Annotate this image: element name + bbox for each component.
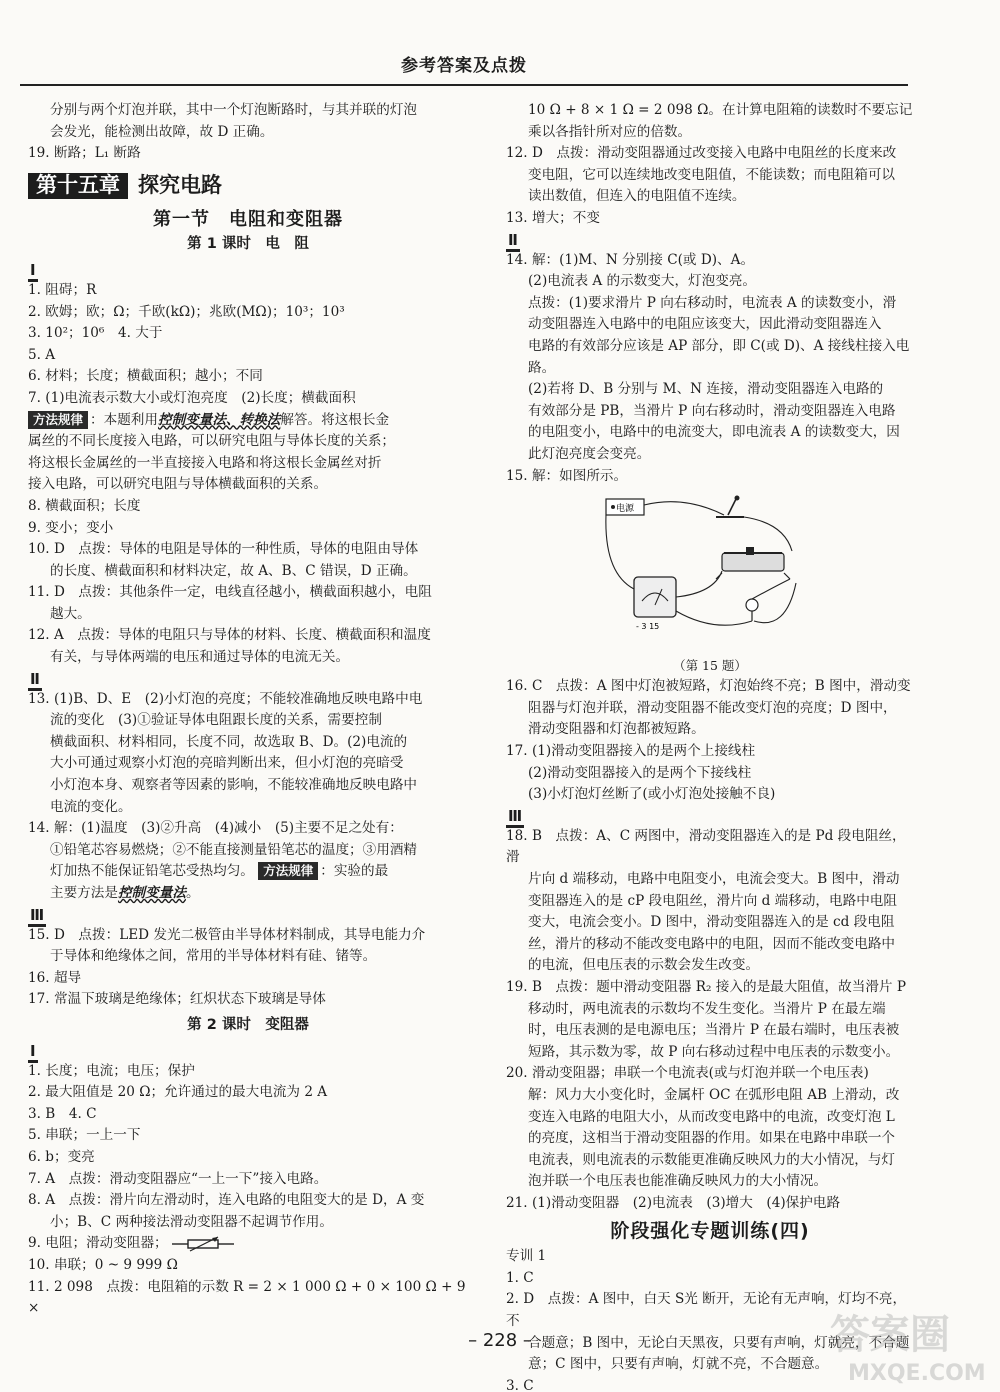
method-note: 方法规律 ：本题利用控制变量法、转换法解答。将这根长金	[28, 410, 468, 432]
answer-line: (2)电流表 A 的示数变大，灯泡变亮。	[528, 273, 757, 290]
answer-12: 12. A 点拨：导体的电阻只与导体的材料、长度、横截面积和温度	[28, 627, 431, 644]
answer-line: (2)若将 D、B 分别与 M、N 连接，滑动变阻器连入电路的	[528, 381, 884, 398]
answer-1: 1. 阻碍；R	[28, 281, 97, 298]
level-marker: Ⅰ	[28, 260, 468, 280]
answer-11: 11. D 点拨：其他条件一定，电线直径越小，横截面积越小，电阻	[28, 584, 432, 601]
answer-line: 乘以各指针所对应的倍数。	[528, 123, 692, 140]
lesson-title: 第 1 课时 电 阻	[187, 236, 309, 253]
answer-15: 15. 解：如图所示。	[506, 467, 628, 484]
answer-line: 点拨：(1)要求滑片 P 向右移动时，电流表 A 的读数变小，滑	[528, 294, 897, 311]
training-label: 专训 1	[506, 1248, 547, 1265]
answer-line: 小灯泡本身、观察者等因素的影响，不能较准确地反映电路中	[50, 777, 418, 794]
header-rule	[20, 84, 908, 86]
answer-7: 7. (1)电流表示数大小或灯泡亮度 (2)长度；横截面积	[28, 389, 356, 406]
level-marker: Ⅲ	[28, 905, 468, 925]
answer-1: 1. 长度；电流；电压；保护	[28, 1062, 195, 1079]
chapter-title: 探究电路	[138, 172, 222, 197]
special-training-title: 阶段强化专题训练(四)	[610, 1219, 810, 1242]
answer-line: 的长度、横截面积和材料决定，故 A、B、C 错误，D 正确。	[50, 562, 417, 579]
answer-line: 时，电压表测的是电源电压；当滑片 P 在最右端时，电压表被	[528, 1022, 900, 1039]
answer-8: 8. 横截面积；长度	[28, 497, 141, 514]
answer-line: 电流表，则电流表的示数能更准确反映风力的大小情况，与灯	[528, 1151, 896, 1168]
answer-2: 2. 欧姆；欧；Ω；千欧(kΩ)；兆欧(MΩ)；10³；10³	[28, 303, 345, 320]
answer-line: 灯加热不能保证铅笔芯受热均匀。 方法规律 ：实验的最	[50, 863, 389, 880]
answer-line: 电流的变化。	[50, 798, 132, 815]
answer-line: 主要方法是控制变量法。	[50, 885, 200, 901]
answer-20: 20. 滑动变阻器；串联一个电流表(或与灯泡并联一个电压表)	[506, 1065, 869, 1082]
answer-5: 5. 串联；一上一下	[28, 1127, 141, 1144]
level-marker: Ⅲ	[506, 806, 914, 826]
answer-line: (3)小灯泡灯丝断了(或小灯泡处接触不良)	[528, 786, 776, 803]
answer-line: 大小可通过观察小灯泡的亮暗判断出来，但小灯泡的亮暗受	[50, 755, 404, 772]
meter-icon	[634, 577, 676, 617]
emphasis: 控制变量法、转换法	[157, 411, 281, 428]
answer-19: 19. B 点拨：题中滑动变阻器 R₂ 接入的是最大阻值，故当滑片 P	[506, 979, 906, 995]
answer-8: 8. A 点拨：滑片向左滑动时，连入电路的电阻变大的是 D，A 变	[28, 1192, 425, 1209]
answer-6: 6. b；变亮	[28, 1148, 95, 1165]
answer-17: 17. 常温下玻璃是绝缘体；红炽状态下玻璃是导体	[28, 991, 326, 1008]
answer-7: 7. A 点拨：滑动变阻器应“一上一下”接入电路。	[28, 1170, 328, 1187]
answer-line: 将这根长金属丝的一半直接接入电路和将这根长金属丝对折	[28, 454, 382, 471]
meter-scale: - 3 15	[636, 622, 660, 632]
left-column	[28, 100, 468, 1320]
answer-19: 19. 断路；L₁ 断路	[28, 145, 141, 162]
rheostat-body	[722, 553, 784, 571]
answer-13: 13. (1)B、D、E (2)小灯泡的亮度；不能较准确地反映电路中电	[28, 690, 423, 707]
watermark-logo-icon	[826, 1296, 986, 1388]
answer-line: 短路，其示数为零，故 P 向右移动过程中电压表的示数变小。	[528, 1043, 900, 1060]
answer-line: 片向 d 端移动，电路中电阻变小，电流会变大。B 图中，滑动	[528, 871, 900, 888]
answer-1: 1. C	[506, 1269, 534, 1286]
answer-line: 泡并联一个电压表也能准确反映风力的大小情况。	[528, 1173, 828, 1190]
lamp-icon	[746, 599, 758, 611]
answer-line: 的电阻变小，电路中的电流变大，即电流表 A 的读数变大，因	[528, 424, 900, 441]
emphasis: 控制变量法	[117, 885, 186, 901]
answer-10: 10. 串联；0 ~ 9 999 Ω	[28, 1256, 178, 1273]
answer-12: 12. D 点拨：滑动变阻器通过改变接入电路中电阻丝的长度来改	[506, 145, 897, 162]
chapter-tag: 第十五章	[28, 173, 128, 199]
answer-line: (2)滑动变阻器接入的是两个下接线柱	[528, 764, 752, 781]
answer-line: 10 Ω + 8 × 1 Ω = 2 098 Ω。在计算电阻箱的读数时不要忘记	[528, 102, 913, 118]
answer-line: 阻器与灯泡并联，滑动变阻器不能改变灯泡的亮度；D 图中，	[528, 699, 897, 716]
answer-line: 合题意；B 图中，无论白天黑夜，只要有声响，灯就亮，不合题	[528, 1334, 910, 1351]
answer-10: 10. D 点拨：导体的电阻是导体的一种性质，导体的电阻由导体	[28, 541, 419, 558]
answer-line: 移动时，两电流表的示数均不发生变化。当滑片 P 在最左端	[528, 1000, 886, 1017]
answer-9: 9. 电阻；滑动变阻器；	[28, 1233, 468, 1255]
answer-line: 变阻器连入的是 cP 段电阻丝，滑片向 d 端移动，电路中电阻	[528, 892, 897, 909]
answer-line: 解：风力大小变化时，金属杆 OC 在弧形电阻 AB 上滑动，改	[528, 1086, 900, 1103]
level-marker: Ⅱ	[506, 230, 914, 250]
answer-21: 21. (1)滑动变阻器 (2)电流表 (3)增大 (4)保护电路	[506, 1194, 841, 1211]
answer-14: 14. 解：(1)M、N 分别接 C(或 D)、A。	[506, 251, 755, 268]
answer-line: 流的变化 (3)①验证导体电阻跟长度的关系，需要控制	[50, 712, 382, 729]
answer-line: 变大，电流会变小。D 图中，滑动变阻器连入的是 cd 段电阻	[528, 914, 895, 931]
answer-line: 意；C 图中，只要有声响，灯就不亮，不合题意。	[528, 1356, 829, 1373]
answer-line: 变电阻，它可以连续地改变电阻值，不能读数；而电阻箱可以	[528, 166, 896, 183]
answer-17: 17. (1)滑动变阻器接入的是两个上接线柱	[506, 743, 756, 760]
svg-text:答案圈: 答案圈	[830, 1312, 950, 1358]
level-marker: Ⅱ	[28, 669, 468, 689]
switch-lever	[728, 499, 736, 515]
method-badge: 方法规律	[258, 862, 318, 880]
rheostat-symbol-icon	[172, 1236, 236, 1252]
answer-line: 横截面积、材料相同，长度不同，故选取 B、D。(2)电流的	[50, 733, 408, 750]
answer-line: 的亮度，这相当于滑动变阻器的作用。如果在电路中串联一个	[528, 1130, 896, 1147]
answer-9: 9. 变小；变小	[28, 519, 114, 536]
answer-15: 15. D 点拨：LED 发光二极管由半导体材料制成，其导电能力介	[28, 926, 426, 943]
answer-line: 滑动变阻器和灯泡都被短路。	[528, 721, 705, 738]
answer-16: 16. C 点拨：A 图中灯泡被短路，灯泡始终不亮；B 图中，滑动变	[506, 678, 911, 695]
lesson-title: 第 2 课时 变阻器	[187, 1016, 309, 1033]
answer-16: 16. 超导	[28, 969, 82, 986]
answer-6: 6. 材料；长度；横截面积；越小；不同	[28, 368, 263, 385]
answer-line: 丝，滑片的移动不能改变电路中的电阻，因而不能改变电路中	[528, 935, 896, 952]
answer-18: 18. B 点拨：A、C 两图中，滑动变阻器连入的是 Pd 段电阻丝，滑	[506, 827, 906, 866]
level-marker: Ⅰ	[28, 1041, 468, 1061]
answer-2: 2. 最大阻值是 20 Ω；允许通过的最大电流为 2 A	[28, 1084, 328, 1101]
answer-13: 13. 增大；不变	[506, 209, 600, 226]
answer-3: 3. C	[506, 1377, 534, 1392]
answer-line: 会发光，能检测出故障，故 D 正确。	[50, 123, 274, 140]
answer-line: 动变阻器连入电路中的电阻应该变大，因此滑动变阻器连入	[528, 316, 882, 333]
right-column	[506, 100, 914, 1392]
answer-line: 于导体和绝缘体之间，常用的半导体材料有硅、锗等。	[50, 948, 377, 965]
section-title: 第一节 电阻和变阻器	[153, 208, 343, 230]
answer-line: 越大。	[50, 605, 91, 622]
answer-line: 接入电路，可以研究电阻与导体横截面积的关系。	[28, 476, 328, 493]
answer-line: 电路的有效部分应该是 AP 部分，即 C(或 D)、A 接线柱接入电路。	[528, 337, 910, 376]
answer-3: 3. 10²；10⁶ 4. 大于	[28, 325, 163, 342]
answer-line: 的电流，但电压表的示数会发生改变。	[528, 957, 760, 974]
answer-line: 分别与两个灯泡并联，其中一个灯泡断路时，与其并联的灯泡	[50, 102, 418, 118]
chapter-heading	[28, 169, 468, 203]
answer-line: 此灯泡亮度会变亮。	[528, 445, 651, 462]
answer-line: 属丝的不同长度接入电路，可以研究电阻与导体长度的关系；	[28, 433, 396, 450]
answer-line: 有效部分是 PB，当滑片 P 向右移动时，滑动变阻器连入电路	[528, 402, 896, 419]
answer-line: 读出数值，但连入的电阻值不连续。	[528, 188, 746, 205]
page-header-title: 参考答案及点拨	[401, 56, 527, 76]
answer-line: 小；B、C 两种接法滑动变阻器不起调节作用。	[50, 1213, 333, 1230]
answer-14: 14. 解：(1)温度 (3)②升高 (4)减小 (5)主要不足之处有：	[28, 820, 403, 837]
svg-text:MXQE.COM: MXQE.COM	[848, 1361, 986, 1386]
answer-line: ①铅笔芯容易燃烧；②不能直接测量铅笔芯的温度；③用酒精	[50, 841, 418, 858]
answer-2: 2. D 点拨：A 图中，白天 S光 断开，无论有无声响，灯均不亮，不	[506, 1291, 907, 1329]
method-badge: 方法规律	[28, 411, 88, 429]
figure-caption: （第 15 题）	[673, 657, 747, 673]
power-label: 电源	[616, 504, 635, 515]
answer-11: 11. 2 098 点拨：电阻箱的示数 R = 2 × 1 000 Ω + 0 × 100 Ω + 9 ×	[28, 1278, 466, 1317]
answer-line: 有关，与导体两端的电压和通过导体的电流无关。	[50, 649, 350, 666]
answer-3: 3. B 4. C	[28, 1105, 97, 1122]
answer-line: 变连入电路的电阻大小，从而改变电路中的电流，改变灯泡 L	[528, 1108, 895, 1125]
circuit-figure	[604, 493, 804, 643]
page-number: – 228 –	[468, 1330, 532, 1351]
answer-5: 5. A	[28, 346, 56, 363]
